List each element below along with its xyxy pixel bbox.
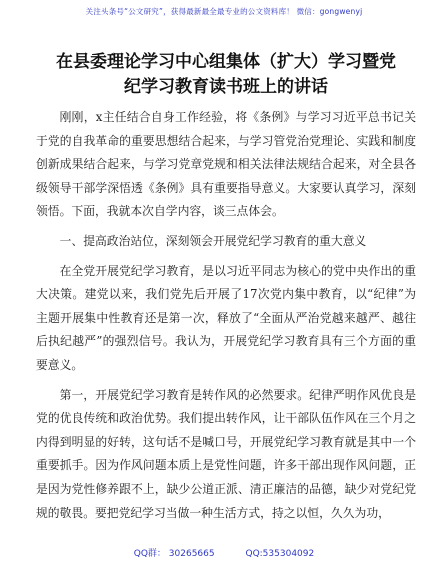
top-banner: 关注头条号“公文研究”，获得最新最全最专业的公文资料库！ 微信：gongwenyj <box>85 7 363 16</box>
qq-contact: QQ:535304092 <box>245 549 315 559</box>
title-line-2: 纪学习教育读书班上的讲话 <box>124 77 328 97</box>
bottom-banner <box>0 546 448 559</box>
title-line-1: 在县委理论学习中心组集体（扩大）学习暨党 <box>56 52 396 72</box>
section-heading-1: 一、提高政治站位，深刻领会开展党纪学习教育的重大意义 <box>59 233 367 248</box>
qq-group: QQ群： 30265665 <box>133 549 215 559</box>
document-title <box>36 50 416 100</box>
paragraph-point-1: 第一，开展党纪学习教育是转作风的必然要求。纪律严明作风优良是党的优良传统和政治优势。我们提出转作风，让干部队伍作风在三个月之内得到明显的好转，这句话不是喊口号，开展党纪学习教育就是其中一个重要抓手。因为作风问题本质上是党性问题，许多干部出现作风问题，正是因为党性修养跟不上，缺少公道正派、清正廉洁的品德，缺少对党纪党规的敬畏。要把党纪学习当做一种生活方式，持之以恒，久久为功， <box>36 387 416 520</box>
document-body <box>36 50 416 531</box>
paragraph-intro: 刚刚，x主任结合自身工作经验，将《条例》与学习习近平总书记关于党的自我革命的重要思想结合起来，与学习管党治党理论、实践和制度创新成果结合起来，与学习党章党规和相关法律法规结合起来，对全县各级领导干部学深悟透《条例》具有重要指导意义。大家要认真学习，深刻领悟。下面，我就本次自学内容，谈三点体会。 <box>36 110 416 219</box>
paragraph-background: 在全党开展党纪学习教育，是以习近平同志为核心的党中央作出的重大决策。建党以来，我们党先后开展了17次党内集中教育，以“纪律”为主题开展集中性教育还是第一次，释放了“全面从严治党越来越严、越往后执纪越严”的强烈信号。我认为，开展党纪学习教育具有三个方面的重要意义。 <box>36 263 416 372</box>
